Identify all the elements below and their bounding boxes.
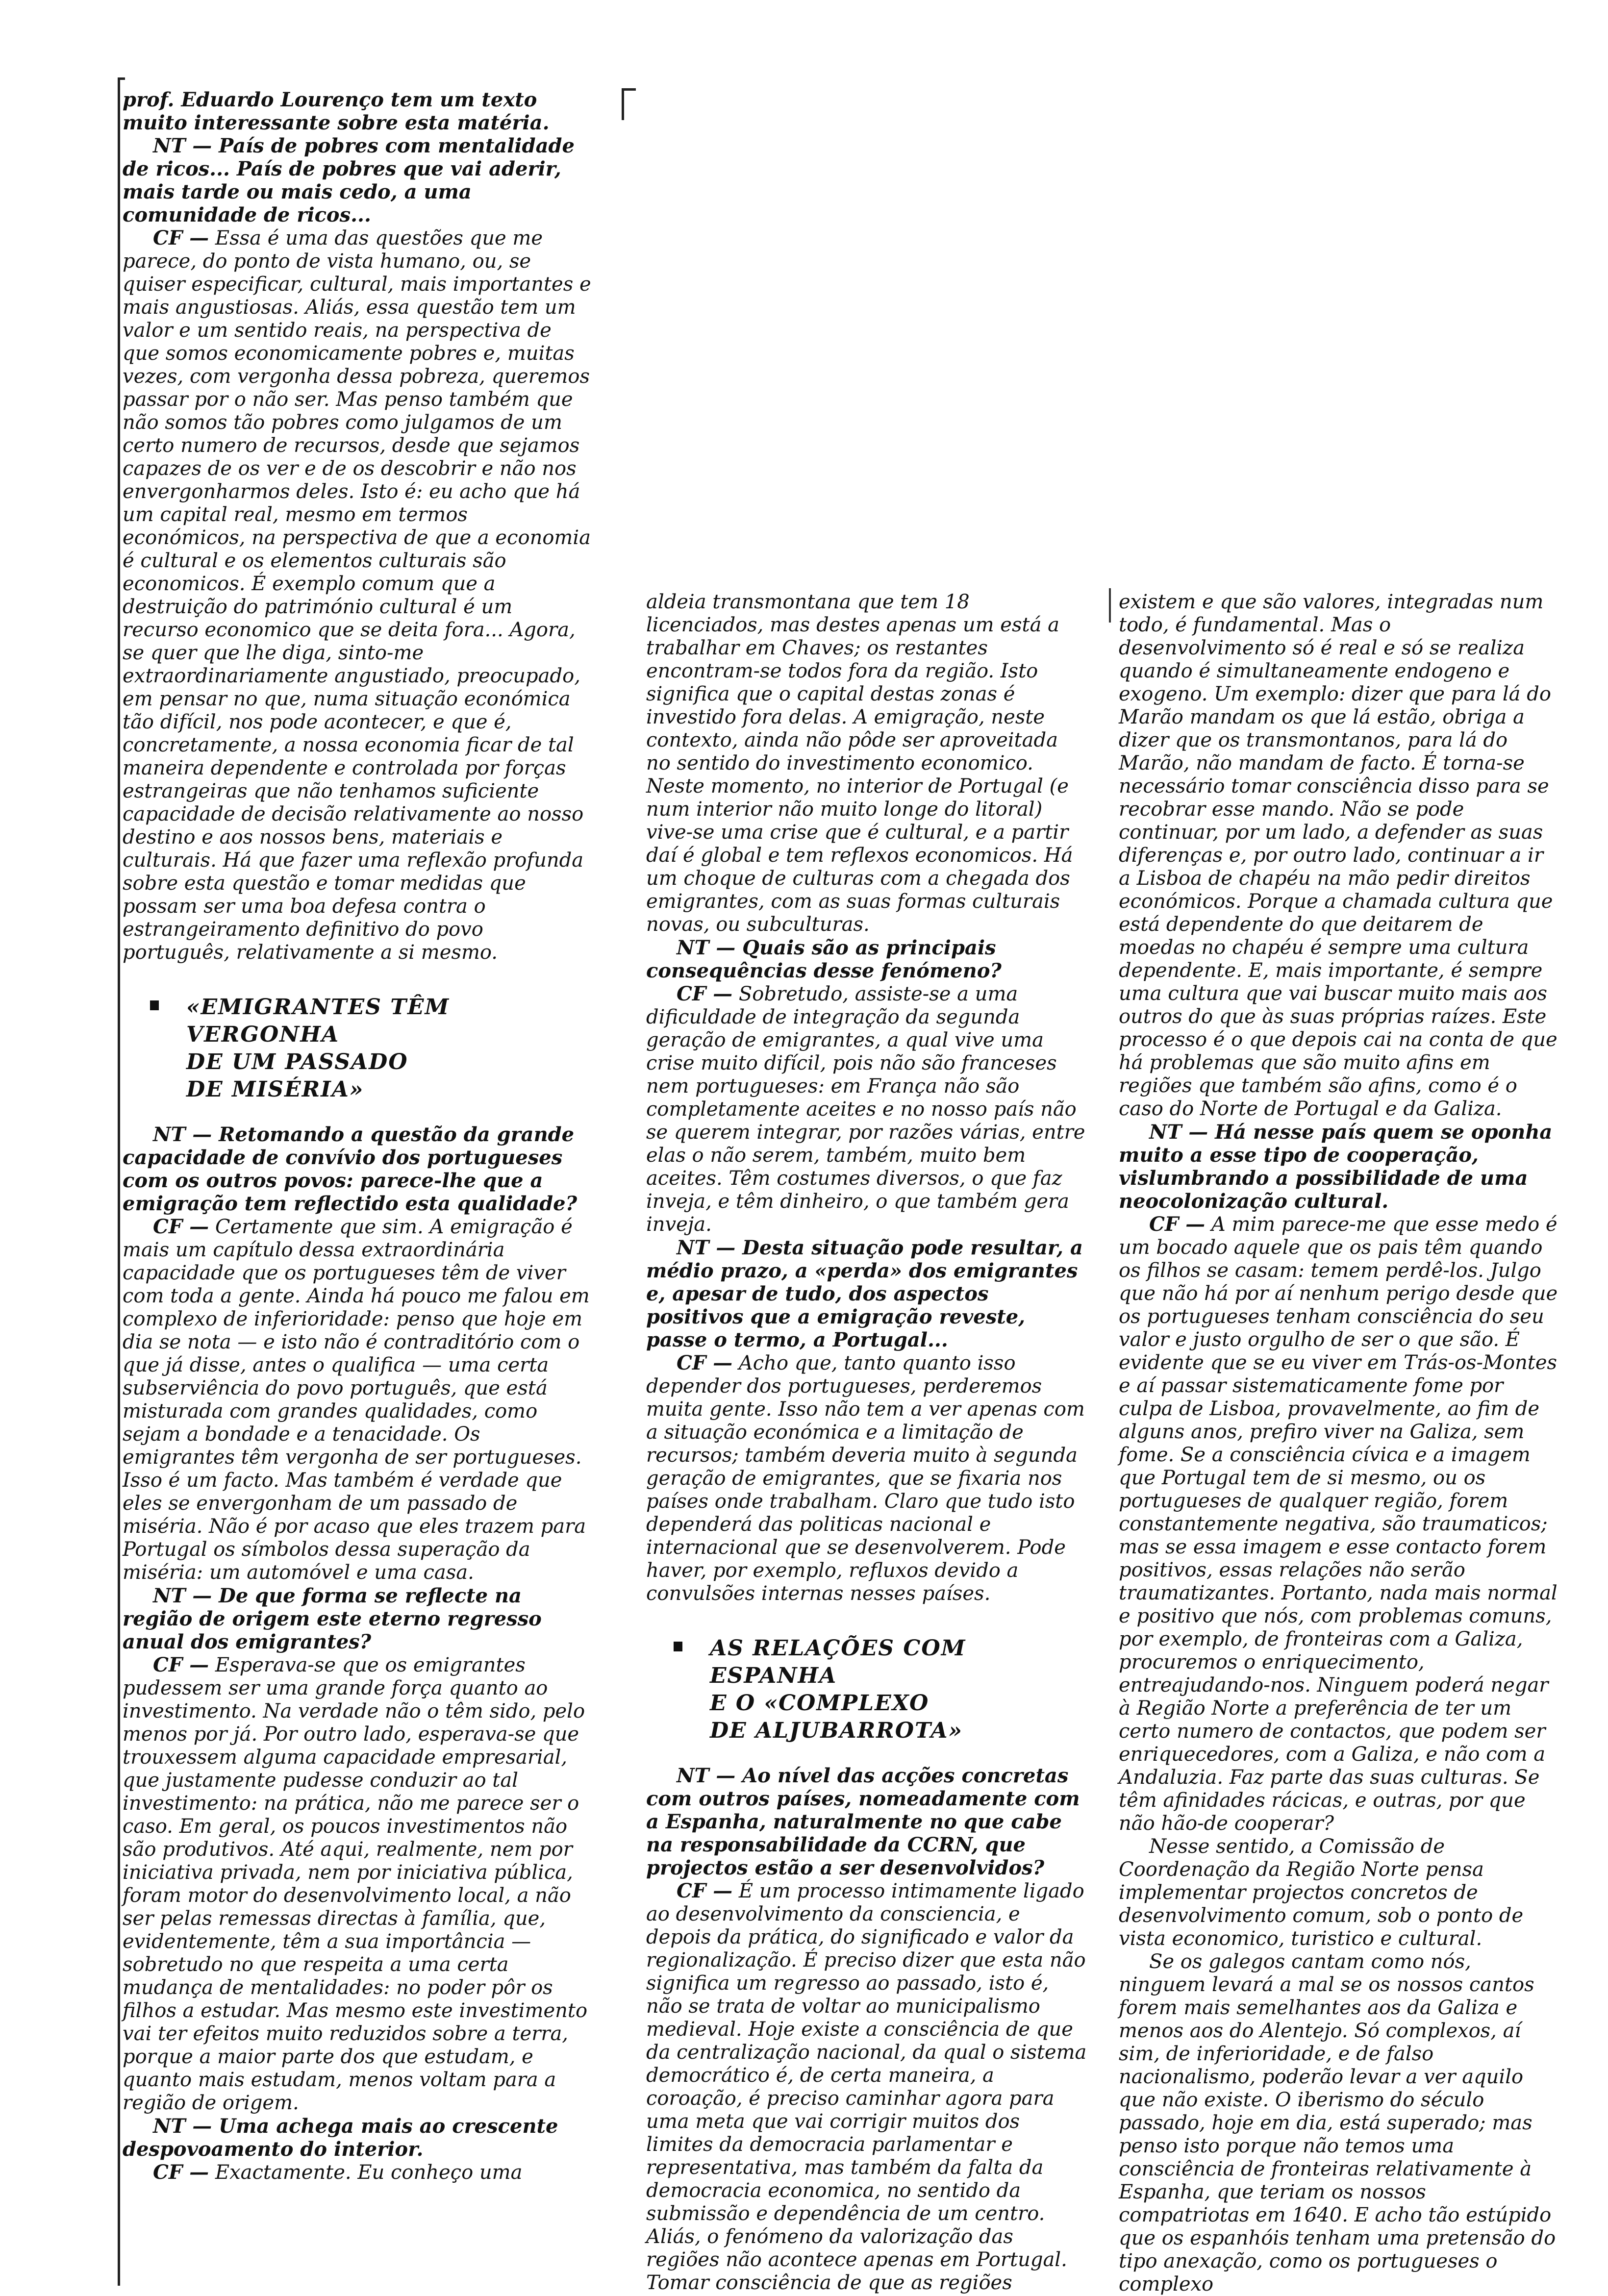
interviewee-answer (646, 982, 1087, 1236)
speaker-label: CF — (677, 1351, 733, 1374)
speaker-label: CF — (153, 1653, 209, 1676)
speaker-label: CF — (153, 2161, 209, 2184)
interviewer-question: NT — Desta situação pode resultar, a médio prazo, a «perda» dos emigrantes e, apesar de tudo, dos aspectos positivos que a emigração reveste, passe o termo, a Portugal... (646, 1236, 1083, 1351)
interviewer-question: NT — Ao nível das acções concretas com outros países, nomeadamente com a Espanha, naturalmente no que cabe na responsabilidade da CCRN, que projectos estão a ser desenvolvidos? (646, 1764, 1080, 1879)
article-column-2 (646, 591, 1087, 2295)
heading-line: DE UM PASSADO (186, 1049, 408, 1074)
answer-text: A mim parece-me que esse medo é um bocado aquele que os pais têm quando os filhos se casam: temem perdê-los. Julgo que não há por aí nenhum perigo desde que os portugueses tenham consciência do seu valor e justo orgulho de ser o que são. É evidente que se eu viver em Trás-os-Montes e aí passar sistematicamente fome por culpa de Lisboa, provavelmente, ao fim de alguns anos, prefiro viver na Galiza, sem fome. Se a consciência cívica e a imagem que Portugal tem de si mesmo, ou os portugueses de qualquer região, forem constantemente negativa, são traumaticos; mas se essa imagem e esse contacto forem positivos, essas relações não serão traumatizantes. Portanto, nada mais normal e positivo que nós, com problemas comuns, por exemplo, de fronteiras com a Galiza, procuremos o enriquecimento, entreajudando-nos. Ninguem poderá negar à Região Norte a preferência de ter um certo numero de contactos, que podem ser enriquecedores, com a Galiza, e não com a Andaluzia. Faz parte das suas culturas. Se têm afinidades rácicas, e outras, por que não hão-de cooperar? (1119, 1213, 1558, 1835)
heading-line: «EMIGRANTES TÊM VERGONHA (186, 995, 450, 1047)
interviewer-question: NT — País de pobres com mentalidade de ricos... País de pobres que vai aderir, mais tarde ou mais cedo, a uma comunidade de ricos... (123, 134, 575, 226)
answer-text: Exactamente. Eu conheço uma (209, 2161, 523, 2184)
heading-line: AS RELAÇÕES COM ESPANHA (710, 1636, 966, 1688)
article-column-1 (123, 88, 593, 2184)
interviewer-question: NT — Retomando a questão da grande capacidade de convívio dos portugueses com os outros povos: parece-lhe que a emigração tem reflectido esta qualidade? (123, 1123, 578, 1215)
section-heading (646, 1635, 1087, 1745)
bullet-icon (674, 1642, 682, 1651)
answer-text: É um processo intimamente ligado ao desenvolvimento da consciencia, e depois da prática, do significado e valor da regionalização. É preciso dizer que esta não significa um regresso ao passado, isto é, não se trata de voltar ao municipalismo medieval. Hoje existe a consciência de que da centralização nacional, da qual o sistema democrático é, de certa maneira, a coroação, é preciso caminhar agora para uma meta que vai corrigir muitos dos limites da democracia parlamentar e representativa, mas também da falta da democracia economica, no sentido da submissão e dependência de um centro. Aliás, o fenómeno da valorização das regiões não acontece apenas em Portugal. Tomar consciência de que as regiões (646, 1880, 1087, 2294)
interviewer-question: NT — Quais são as principais consequências desse fenómeno? (646, 936, 1002, 982)
interviewee-answer (123, 1215, 593, 1584)
interviewee-answer (1119, 1213, 1560, 1835)
paragraph: existem e que são valores, integradas num todo, é fundamental. Mas o desenvolvimento só é real e só se realiza quando é simultaneamente endogeno e exogeno. Um exemplo: dizer que para lá do Marão mandam os que lá estão, obriga a dizer que os transmontanos, para lá do Marão, não mandam de facto. É torna-se necessário tomar consciência disso para se recobrar esse mando. Não se pode continuar, por um lado, a defender as suas diferenças e, por outro lado, continuar a ir a Lisboa de chapéu na mão pedir direitos económicos. Porque a chamada cultura que está dependente do que deitarem de moedas no chapéu é sempre uma cultura dependente. E, mais importante, é sempre uma cultura que vai buscar muito mais aos outros do que às suas próprias raízes. Este processo é o que depois cai na conta de que há problemas que são muito afins em regiões que também são afins, como é o caso do Norte de Portugal e da Galiza. (1119, 591, 1558, 1120)
answer-text: Esperava-se que os emigrantes pudessem ser uma grande força quanto ao investimento. Na verdade não o têm sido, pelo menos por já. Por outro lado, esperava-se que trouxessem alguma capacidade empresarial, que justamente pudesse conduzir ao tal investimento: na prática, não me parece ser o caso. Em geral, os poucos investimentos não são produtivos. Até aqui, realmente, nem por iniciativa privada, nem por iniciativa pública, foram motor do desenvolvimento local, a não ser pelas remessas directas à família, que, evidentemente, têm a sua importância — sobretudo no que respeita a uma certa mudança de mentalidades: no poder pôr os filhos a estudar. Mas mesmo este investimento vai ter efeitos muito reduzidos sobre a terra, porque a maior parte dos que estudam, e quanto mais estudam, menos voltam para a região de origem. (123, 1654, 588, 2114)
column-divider (1109, 588, 1111, 623)
interviewer-question: NT — Há nesse país quem se oponha muito a esse tipo de cooperação, vislumbrando a possibilidade de uma neocolonização cultural. (1119, 1121, 1553, 1213)
speaker-label: CF — (677, 982, 733, 1005)
speaker-label: CF — (677, 1879, 733, 1902)
paragraph: prof. Eduardo Lourenço tem um texto muito interessante sobre esta matéria. (123, 88, 550, 134)
paragraph: Se os galegos cantam como nós, ninguem levará a mal se os nossos cantos forem mais semelhantes aos da Galiza e menos aos do Alentejo. Só complexos, aí sim, de inferioridade, e de falso nacionalismo, poderão levar a ver aquilo que não existe. O iberismo do século passado, hoje em dia, está superado; mas penso isto porque não temos uma consciência de fronteiras relativamente à Espanha, que teriam os nossos compatriotas em 1640. E acho tão estúpido que os espanhóis tenham uma pretensão do tipo anexação, como os portugueses o complexo (1119, 1950, 1556, 2296)
bullet-icon (150, 1000, 159, 1010)
answer-text: Essa é uma das questões que me parece, do ponto de vista humano, ou, se quiser especificar, cultural, mais importantes e mais angustiosas. Aliás, essa questão tem um valor e um sentido reais, na perspectiva de que somos economicamente pobres e, muitas vezes, com vergonha dessa pobreza, queremos passar por o não ser. Mas penso também que não somos tão pobres como julgamos de um certo numero de recursos, desde que sejamos capazes de os ver e de os descobrir e não nos envergonharmos deles. Isto é: eu acho que há um capital real, mesmo em termos económicos, na perspectiva de que a economia é cultural e os elementos culturais são economicos. É exemplo comum que a destruição do património cultural é um recurso economico que se deita fora... Agora, se quer que lhe diga, sinto-me extraordinariamente angustiado, preocupado, em pensar no que, numa situação económica tão difícil, nos pode acontecer, e que é, concretamente, a nossa economia ficar de tal maneira dependente e controlada por forças estrangeiras que não tenhamos suficiente capacidade de decisão relativamente ao nosso destino e aos nossos bens, materiais e culturais. Há que fazer uma reflexão profunda sobre esta questão e tomar medidas que possam ser uma boa defesa contra o estrangeiramento definitivo do povo português, relativamente a si mesmo. (123, 227, 591, 964)
answer-text: Certamente que sim. A emigração é mais um capítulo dessa extraordinária capacidade que os portugueses têm de viver com toda a gente. Ainda há pouco me falou em complexo de inferioridade: penso que hoje em dia se nota — e isto não é contraditório com o que já disse, antes o qualifica — uma certa subserviência do povo português, que está misturada com grandes qualidades, como sejam a bondade e a tenacidade. Os emigrantes têm vergonha de ser portugueses. Isso é um facto. Mas também é verdade que eles se envergonham de um passado de miséria. Não é por acaso que eles trazem para Portugal os símbolos dessa superação da miséria: um automóvel e uma casa. (123, 1216, 590, 1584)
answer-text: Sobretudo, assiste-se a uma dificuldade de integração da segunda geração de emigrantes, a qual vive uma crise muito difícil, pois não são franceses nem portugueses: em França não são completamente aceites e no nosso país não se querem integrar, por razões várias, entre elas o não serem, também, muito bem aceites. Têm costumes diversos, o que faz inveja, e têm dinheiro, o que também gera inveja. (646, 983, 1085, 1236)
section-heading (123, 994, 593, 1103)
interviewee-answer (646, 1351, 1087, 1605)
heading-line: DE ALJUBARROTA» (710, 1718, 963, 1743)
speaker-label: CF — (1149, 1213, 1206, 1236)
speaker-label: CF — (153, 1215, 209, 1238)
heading-line: DE MISÉRIA» (186, 1077, 364, 1102)
paragraph: aldeia transmontana que tem 18 licenciados, mas destes apenas um está a trabalhar em Chaves; os restantes encontram-se todos fora da região. Isto significa que o capital destas zonas é investido fora delas. A emigração, neste contexto, ainda não pôde ser aproveitada no sentido do investimento economico. Neste momento, no interior de Portugal (e num interior não muito longe do litoral) vive-se uma crise que é cultural, e a partir daí é global e tem reflexos economicos. Há um choque de culturas com a chegada dos emigrantes, com as suas formas culturais novas, ou subculturas. (646, 591, 1073, 936)
interviewer-question: NT — De que forma se reflecte na região de origem este eterno regresso anual dos emigrantes? (123, 1584, 542, 1653)
interviewee-answer (123, 1653, 593, 2115)
article-column-3 (1119, 591, 1560, 2296)
interviewer-question: NT — Uma achega mais ao crescente despovoamento do interior. (123, 2115, 558, 2161)
speaker-label: CF — (153, 226, 209, 250)
answer-text: Acho que, tanto quanto isso depender dos portugueses, perderemos muita gente. Isso não tem a ver apenas com a situação económica e a limitação de recursos; também deveria muito à segunda geração de emigrantes, que se fixaria nos países onde trabalham. Claro que tudo isto dependerá das politicas nacional e internacional que se desenvolverem. Pode haver, por exemplo, refluxos devido a convulsões internas nesses países. (646, 1352, 1085, 1605)
interviewee-answer (123, 226, 593, 964)
interviewee-answer (123, 2161, 593, 2184)
paragraph: Nesse sentido, a Comissão de Coordenação da Região Norte pensa implementar projectos concretos de desenvolvimento comum, sob o ponto de vista economico, turistico e cultural. (1119, 1835, 1524, 1950)
column-bracket-tick (622, 88, 636, 120)
interviewee-answer (646, 1879, 1087, 2295)
heading-line: E O «COMPLEXO (710, 1691, 930, 1716)
